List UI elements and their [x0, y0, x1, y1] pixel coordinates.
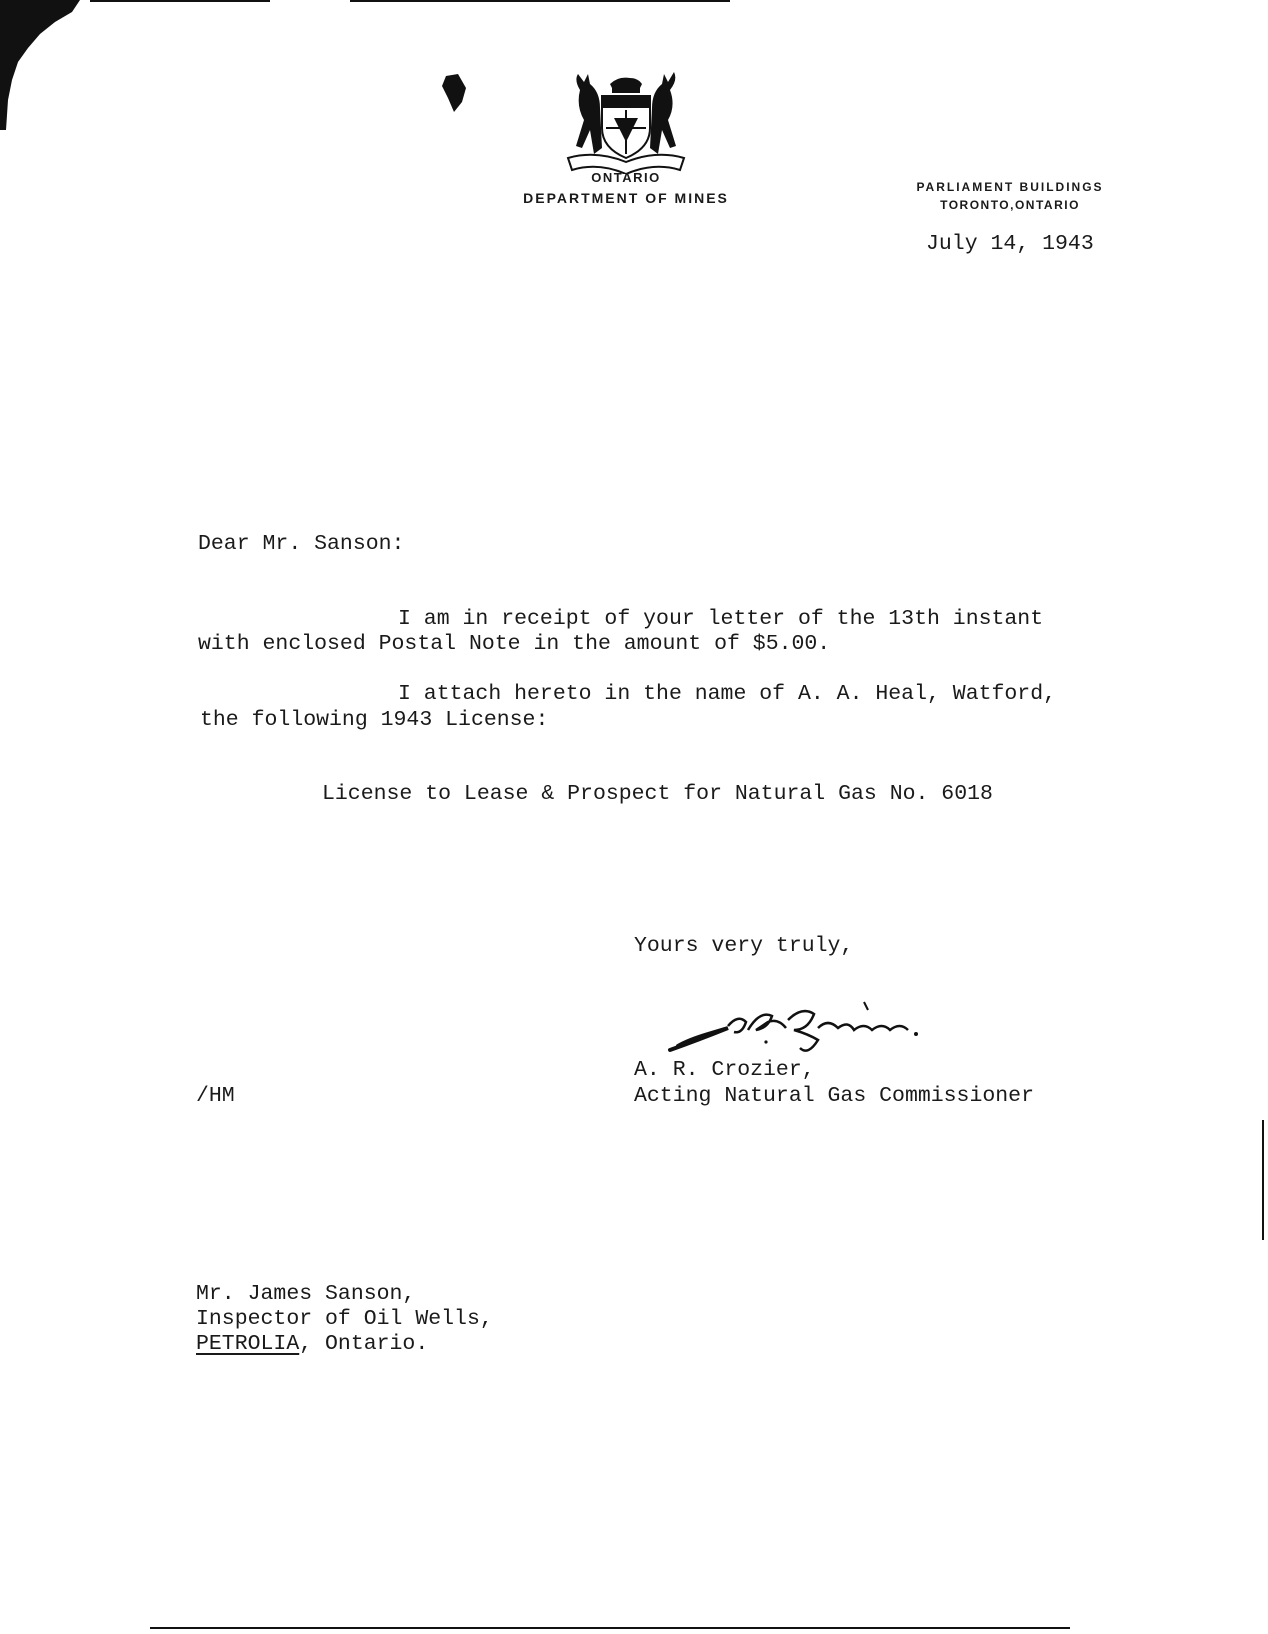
letterhead-address-line1: PARLIAMENT BUILDINGS [916, 180, 1104, 194]
typist-initials: /HM [196, 1084, 235, 1108]
paragraph-2-line-2: the following 1943 License: [200, 708, 549, 732]
recipient-city-suffix: , Ontario. [299, 1332, 429, 1356]
letter-date: July 14, 1943 [926, 232, 1094, 256]
salutation: Dear Mr. Sanson: [198, 532, 405, 556]
ontario-coat-of-arms-icon [566, 70, 686, 174]
paragraph-1-line-1: I am in receipt of your letter of the 13th instant [398, 607, 1044, 631]
paragraph-1-line-2: with enclosed Postal Note in the amount of $5.00. [198, 632, 831, 656]
scan-corner-shadow-icon [0, 0, 90, 130]
ink-blot-icon [440, 72, 470, 114]
closing: Yours very truly, [634, 934, 854, 958]
letterhead-department: DEPARTMENT OF MINES [523, 190, 729, 206]
license-line: License to Lease & Prospect for Natural Gas No. 6018 [322, 782, 993, 806]
scan-top-line [350, 0, 730, 2]
paragraph-2-line-1: I attach hereto in the name of A. A. Heal, Watford, [398, 682, 1057, 706]
letterhead-address-line2: TORONTO,ONTARIO [940, 198, 1080, 212]
scan-top-line [90, 0, 270, 2]
recipient-line-2: Inspector of Oil Wells, [196, 1307, 493, 1331]
signer-name: A. R. Crozier, [634, 1058, 815, 1082]
recipient-line-1: Mr. James Sanson, [196, 1282, 416, 1306]
letterhead-province: ONTARIO [591, 170, 661, 185]
signer-title: Acting Natural Gas Commissioner [634, 1084, 1034, 1108]
scan-right-edge [1262, 1120, 1264, 1240]
recipient-line-3 [196, 1332, 428, 1357]
recipient-city: PETROLIA [196, 1332, 300, 1356]
scan-bottom-line [150, 1627, 1070, 1629]
